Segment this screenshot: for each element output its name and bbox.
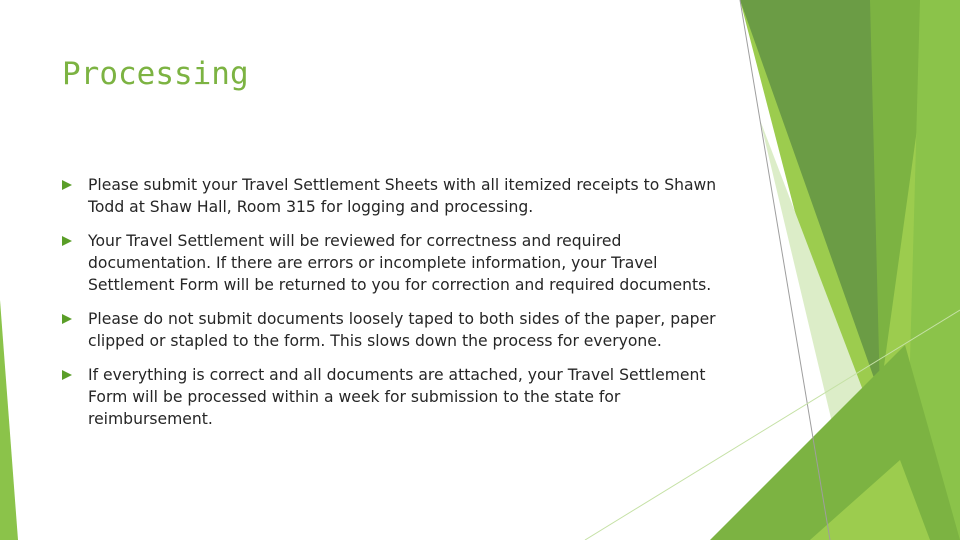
triangle-right-icon — [62, 180, 72, 190]
deco-shape-left-edge — [0, 300, 18, 540]
bullet-text: Your Travel Settlement will be reviewed for correctness and required documentation. If there are errors or incomplete information, your Travel Settlement Form will be returned to you for correction and required documents. — [88, 232, 712, 294]
bullet-text: If everything is correct and all documents are attached, your Travel Settlement Form will be processed within a week for submission to the state for reimbursement. — [88, 366, 706, 428]
list-item — [62, 308, 722, 352]
list-item — [62, 230, 722, 296]
bullet-list — [62, 174, 722, 442]
bullet-text: Please do not submit documents loosely taped to both sides of the paper, paper clipped or stapled to the form. This slows down the process for everyone. — [88, 310, 716, 350]
deco-shape-dark — [740, 0, 880, 395]
triangle-right-icon — [62, 314, 72, 324]
page-title: Processing — [62, 56, 249, 92]
bullet-text: Please submit your Travel Settlement Sheets with all itemized receipts to Shawn Todd at Shaw Hall, Room 315 for logging and processing. — [88, 176, 717, 216]
list-item — [62, 174, 722, 218]
list-item — [62, 364, 722, 430]
triangle-right-icon — [62, 236, 72, 246]
triangle-right-icon — [62, 370, 72, 380]
